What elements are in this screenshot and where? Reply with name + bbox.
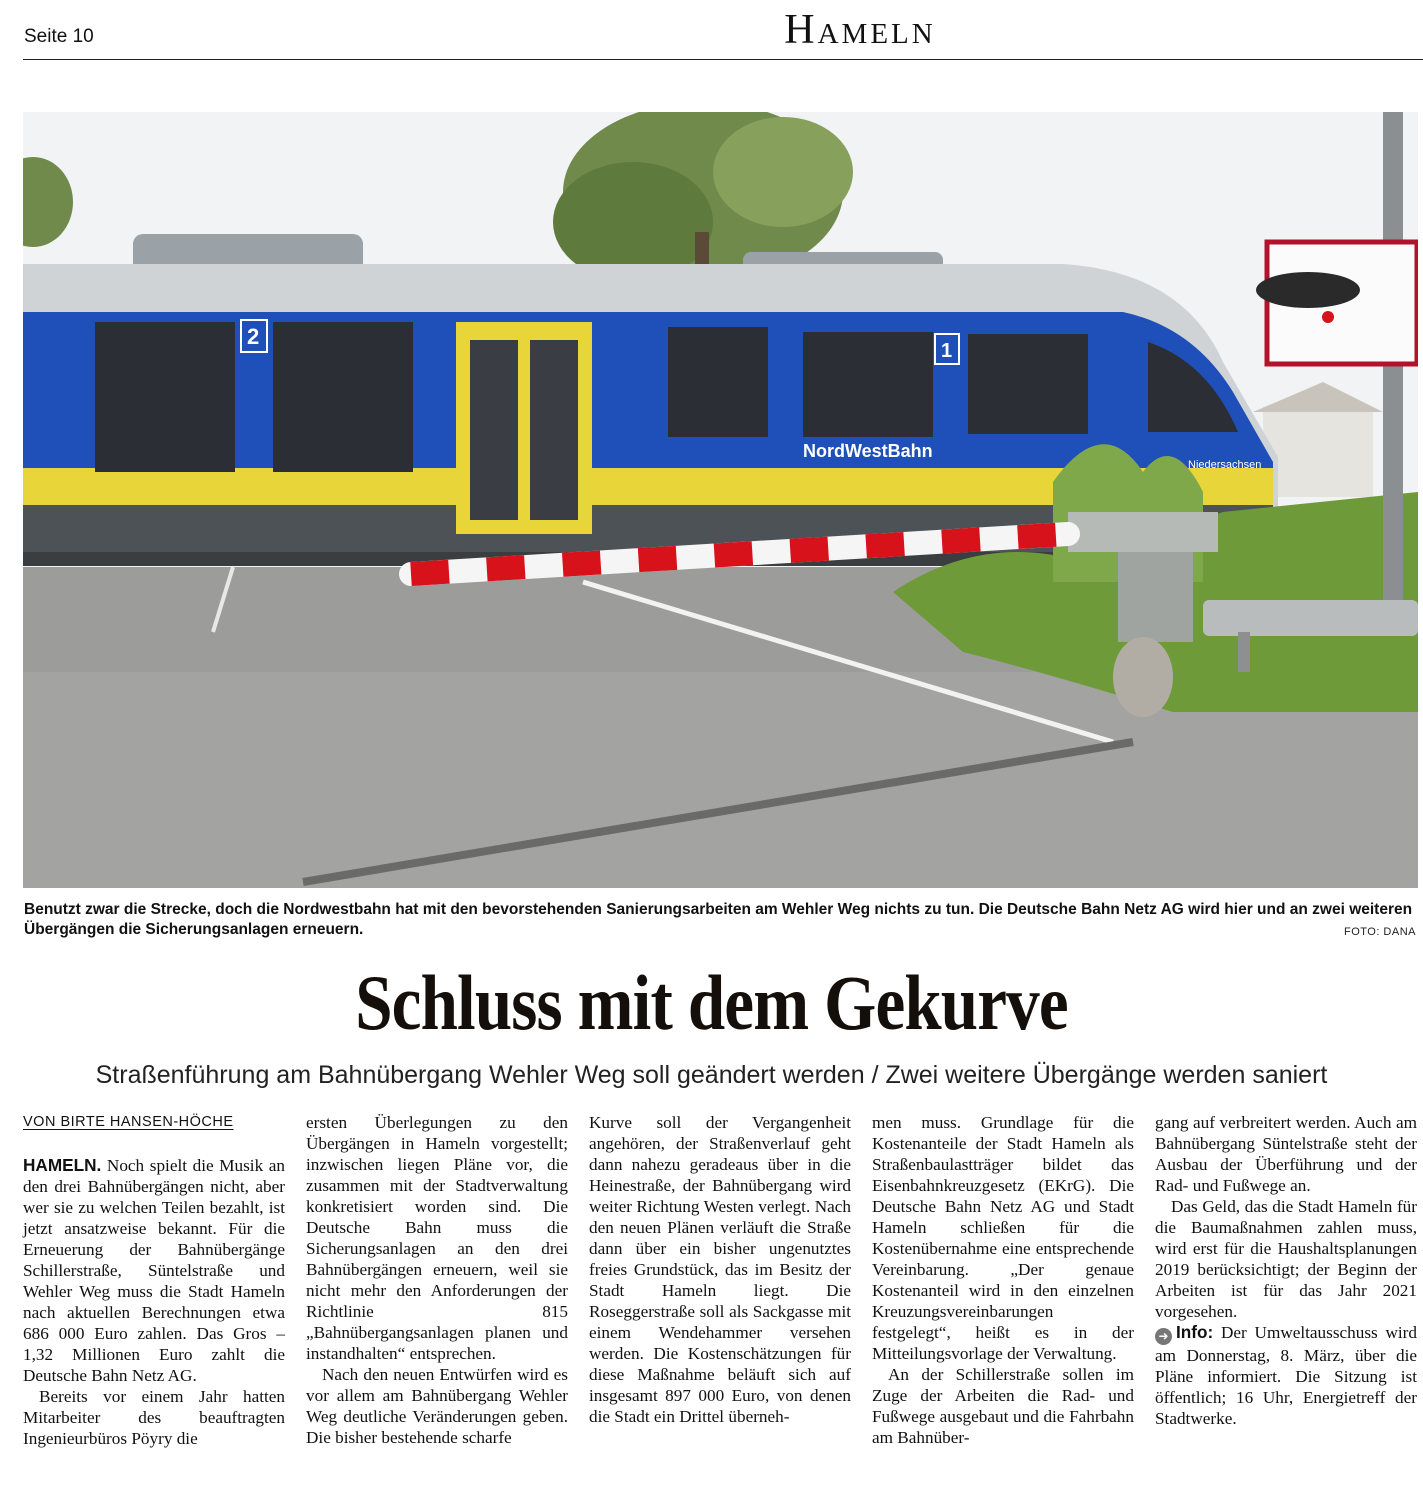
info-text: Der Umweltausschuss wird am Donnerstag, 8. März, über die Pläne informiert. Die Sitzung ist öffentlich; 16 Uhr, Energietreff der Stadtwerke. — [1155, 1323, 1418, 1428]
article-column-2 — [306, 1112, 568, 1448]
article-column-1 — [23, 1112, 285, 1449]
article-photo — [23, 112, 1418, 888]
article-column-4 — [872, 1112, 1134, 1448]
paragraph: Das Geld, das die Stadt Hameln für die Baumaßnahmen zahlen muss, wird erst für die Haushaltsplanungen 2019 berücksichtigt; der Beginn der Arbeiten ist für das Jahr 2021 vorgesehen. — [1155, 1197, 1417, 1321]
photo-caption: Benutzt zwar die Strecke, doch die Nordwestbahn hat mit den bevorstehenden Sanierungsarbeiten am Wehler Weg nichts zu tun. Die Deutsche Bahn Netz AG wird hier und an zwei weiteren Übergängen die Sicherungsanlagen erneuern. — [24, 901, 1413, 938]
class-1-marker: 1 — [941, 340, 953, 362]
dateline: HAMELN. — [23, 1155, 102, 1175]
section-name: Hameln — [784, 7, 936, 53]
article-column-3 — [589, 1112, 851, 1427]
byline: VON BIRTE HANSEN-HÖCHE — [23, 1114, 234, 1130]
paragraph: ersten Überlegungen zu den Übergängen in Hameln vorgestellt; inzwischen liegen Pläne vor, die zusammen mit der Stadtverwaltung konkretisiert worden sind. Die Deutsche Bahn muss die Sicherungsanlagen an den drei Bahnübergängen erneuern, weil sie nicht mehr den Anforderungen der Richtlinie 815 „Bahnübergangsanlagen planen und instandhalten“ entsprechen. — [306, 1113, 568, 1363]
paragraph: gang auf verbreitert werden. Auch am Bahnübergang Süntelstraße steht der Ausbau der Überführung und der Rad- und Fußwege an. — [1155, 1113, 1417, 1195]
paragraph: An der Schillerstraße sollen im Zuge der Arbeiten die Rad- und Fußwege ausgebaut und die Fahrbahn am Bahnüber- — [872, 1365, 1134, 1447]
paragraph: Kurve soll der Vergangenheit angehören, der Straßenverlauf geht dann nahezu geradeaus über in die Heinestraße, der Bahnübergang wird weiter Richtung Westen verlegt. Nach den neuen Plänen verläuft die Straße dann über ein bisher ungenutztes freies Grundstück, das im Besitz der Stadt Hameln liegt. Die Roseggerstraße soll als Sackgasse mit einem Wendehammer versehen werden. Die Kostenschätzungen für diese Maßnahme beläuft sich auf insgesamt 897 000 Euro, von denen die Stadt ein Drittel überneh- — [589, 1113, 851, 1426]
class-2-marker: 2 — [247, 324, 260, 349]
header-rule — [23, 59, 1423, 60]
headline: Schluss mit dem Gekurve — [355, 959, 1068, 1046]
paragraph: men muss. Grundlage für die Kostenanteile der Stadt Hameln als Straßenbaulastträger bildet das Eisenbahnkreuzgesetz (EKrG). Die Deutsche Bahn Netz AG und Stadt Hameln schließen für die Kostenübernahme eine entsprechende Vereinbarung. „Der genaue Kostenanteil wird in den einzelnen Kreuzungsvereinbarungen festgelegt“, heißt es in der Mitteilungsvorlage der Verwaltung. — [872, 1113, 1134, 1363]
arrow-right-icon: ➜ — [1155, 1328, 1172, 1345]
paragraph — [23, 1155, 285, 1386]
subheadline: Straßenführung am Bahnübergang Wehler Weg soll geändert werden / Zwei weitere Übergänge werden saniert — [95, 1061, 1328, 1089]
paragraph-text: Noch spielt die Musik an den drei Bahnübergängen nicht, aber wer sie zu welchen Teilen bezahlt, ist jetzt ansatzweise bekannt. Für die Erneuerung der Bahnübergänge Schillerstraße, Süntelstraße und Wehler Weg muss die Stadt Hameln nach aktuellen Berechnungen etwa 686 000 Euro zahlen. Das Gros – 1,32 Millionen Euro zahlt die Deutsche Bahn Netz AG. — [23, 1156, 286, 1385]
region-mark: Niedersachsen — [1188, 459, 1262, 471]
info-box — [1155, 1322, 1417, 1429]
info-label: Info: — [1176, 1322, 1214, 1342]
article-column-5 — [1155, 1112, 1417, 1429]
train-brand-logo: NordWestBahn — [803, 441, 933, 461]
photo-credit: FOTO: DANA — [1343, 926, 1416, 938]
paragraph: Bereits vor einem Jahr hatten Mitarbeiter des beauftragten Ingenieurbüros Pöyry die — [23, 1387, 285, 1448]
paragraph: Nach den neuen Entwürfen wird es vor allem am Bahnübergang Wehler Weg deutliche Veränderungen geben. Die bisher bestehende scharfe — [306, 1365, 568, 1447]
page-label: Seite 10 — [24, 26, 94, 47]
